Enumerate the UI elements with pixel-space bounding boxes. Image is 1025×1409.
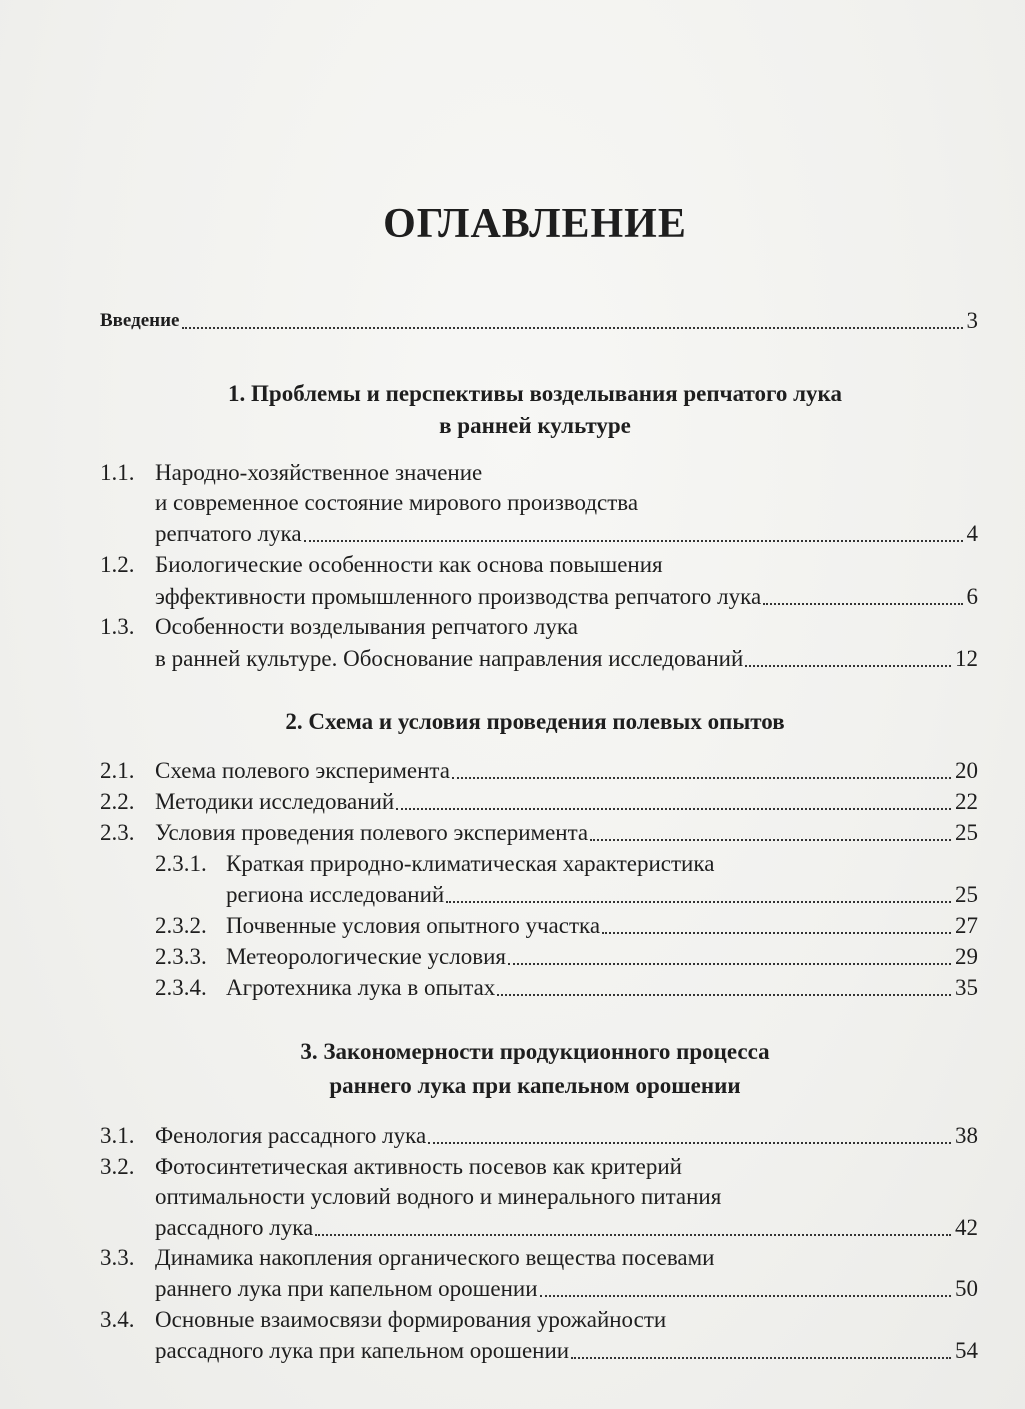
dot-leader xyxy=(590,837,951,841)
toc-entry-text: раннего лука при капельном орошении xyxy=(155,1276,538,1301)
toc-entry-label: Введение xyxy=(100,310,180,331)
toc-entry-text: Схема полевого эксперимента xyxy=(155,758,450,783)
toc-entry-number: 1.1. xyxy=(100,460,135,485)
toc-entry-text: и современное состояние мирового производства xyxy=(155,490,639,515)
toc-entry-number: 3.1. xyxy=(100,1123,135,1148)
toc-entry-3-1[interactable] xyxy=(100,1121,978,1151)
toc-entry-2-3-4[interactable] xyxy=(155,973,978,1003)
dot-leader xyxy=(396,806,951,810)
toc-entry-number: 2.2. xyxy=(100,789,135,814)
toc-page-number: 4 xyxy=(966,521,978,546)
toc-page-number: 38 xyxy=(955,1123,978,1148)
dot-leader xyxy=(571,1355,951,1359)
toc-entry-number: 1.3. xyxy=(100,614,135,639)
toc-entry-number: 2.3.2. xyxy=(155,913,207,938)
dot-leader xyxy=(428,1140,951,1144)
dot-leader xyxy=(182,325,963,329)
section-heading-2: 2. Схема и условия проведения полевых опытов xyxy=(285,709,785,734)
dot-leader xyxy=(315,1232,951,1236)
toc-entry-text: Динамика накопления органического вещества посевами xyxy=(155,1245,715,1270)
toc-entry-text: Методики исследований xyxy=(155,789,395,814)
toc-entry-number: 3.2. xyxy=(100,1154,135,1179)
toc-page-number: 6 xyxy=(966,584,978,609)
toc-entry-text: репчатого лука xyxy=(155,521,302,546)
dot-leader xyxy=(304,538,963,542)
toc-entry-text: Биологические особенности как основа повышения xyxy=(155,552,663,577)
section-heading-3-line2: раннего лука при капельном орошении xyxy=(329,1073,741,1098)
toc-entry-text: Почвенные условия опытного участка xyxy=(226,913,601,938)
toc-entry-text: рассадного лука xyxy=(155,1215,314,1240)
toc-entry-1-1[interactable] xyxy=(155,519,978,549)
toc-entry-1-2[interactable] xyxy=(155,582,978,612)
toc-entry-text: Основные взаимосвязи формирования урожайности xyxy=(155,1307,667,1332)
toc-entry-text: Краткая природно-климатическая характеристика xyxy=(226,851,715,876)
toc-entry-3-3[interactable] xyxy=(155,1274,978,1304)
toc-entry-1-3[interactable] xyxy=(155,644,978,674)
page-title: ОГЛАВЛЕНИЕ xyxy=(383,201,687,247)
dot-leader xyxy=(452,775,951,779)
toc-entry-text: региона исследований xyxy=(226,882,445,907)
toc-entry-number: 3.4. xyxy=(100,1307,135,1332)
toc-page-number: 25 xyxy=(955,882,978,907)
dot-leader xyxy=(763,601,962,605)
toc-entry-text: Агротехника лука в опытах xyxy=(226,975,496,1000)
toc-entry-number: 3.3. xyxy=(100,1245,135,1270)
toc-entry-number: 2.1. xyxy=(100,758,135,783)
toc-entry-text: Особенности возделывания репчатого лука xyxy=(155,614,578,639)
toc-entry-number: 2.3.1. xyxy=(155,851,207,876)
toc-entry-2-3-3[interactable] xyxy=(155,942,978,972)
dot-leader xyxy=(446,899,951,903)
dot-leader xyxy=(602,930,951,934)
toc-page-number: 35 xyxy=(955,975,978,1000)
toc-entry-2-3[interactable] xyxy=(100,818,978,848)
toc-page-number: 20 xyxy=(955,758,978,783)
toc-page-number: 3 xyxy=(966,308,978,333)
toc-entry-introduction[interactable] xyxy=(100,306,978,336)
toc-entry-text: Фотосинтетическая активность посевов как критерий xyxy=(155,1154,682,1179)
toc-entry-3-4[interactable] xyxy=(155,1336,978,1366)
toc-page-number: 29 xyxy=(955,944,978,969)
toc-entry-number: 2.3.4. xyxy=(155,975,207,1000)
toc-page-number: 27 xyxy=(955,913,978,938)
toc-entry-text: рассадного лука при капельном орошении xyxy=(155,1338,570,1363)
toc-entry-text: в ранней культуре. Обоснование направления исследований xyxy=(155,646,744,671)
toc-entry-text: Метеорологические условия xyxy=(226,944,506,969)
toc-entry-number: 2.3.3. xyxy=(155,944,207,969)
toc-entry-number: 2.3. xyxy=(100,820,135,845)
section-heading-1-line2: в ранней культуре xyxy=(439,413,631,438)
toc-entry-number: 1.2. xyxy=(100,552,135,577)
toc-entry-2-2[interactable] xyxy=(100,787,978,817)
section-heading-1-line1: 1. Проблемы и перспективы возделывания репчатого лука xyxy=(228,381,842,406)
toc-page-number: 54 xyxy=(955,1338,978,1363)
toc-entry-text: оптимальности условий водного и минерального питания xyxy=(155,1184,722,1209)
toc-entry-text: Условия проведения полевого эксперимента xyxy=(155,820,589,845)
toc-entry-2-1[interactable] xyxy=(100,756,978,786)
dot-leader xyxy=(745,663,951,667)
toc-page-number: 25 xyxy=(955,820,978,845)
toc-page-number: 50 xyxy=(955,1276,978,1301)
dot-leader xyxy=(540,1293,951,1297)
toc-entry-text: Народно-хозяйственное значение xyxy=(155,460,483,485)
toc-page-number: 42 xyxy=(955,1215,978,1240)
toc-page-number: 22 xyxy=(955,789,978,814)
section-heading-3-line1: 3. Закономерности продукционного процесса xyxy=(300,1039,770,1064)
toc-entry-text: Фенология рассадного лука xyxy=(155,1123,427,1148)
toc-entry-2-3-2[interactable] xyxy=(155,911,978,941)
dot-leader xyxy=(497,992,951,996)
dot-leader xyxy=(508,961,951,965)
toc-entry-text: эффективности промышленного производства репчатого лука xyxy=(155,584,762,609)
toc-page-number: 12 xyxy=(955,646,978,671)
toc-entry-3-2[interactable] xyxy=(155,1213,978,1243)
toc-entry-2-3-1[interactable] xyxy=(226,880,978,910)
